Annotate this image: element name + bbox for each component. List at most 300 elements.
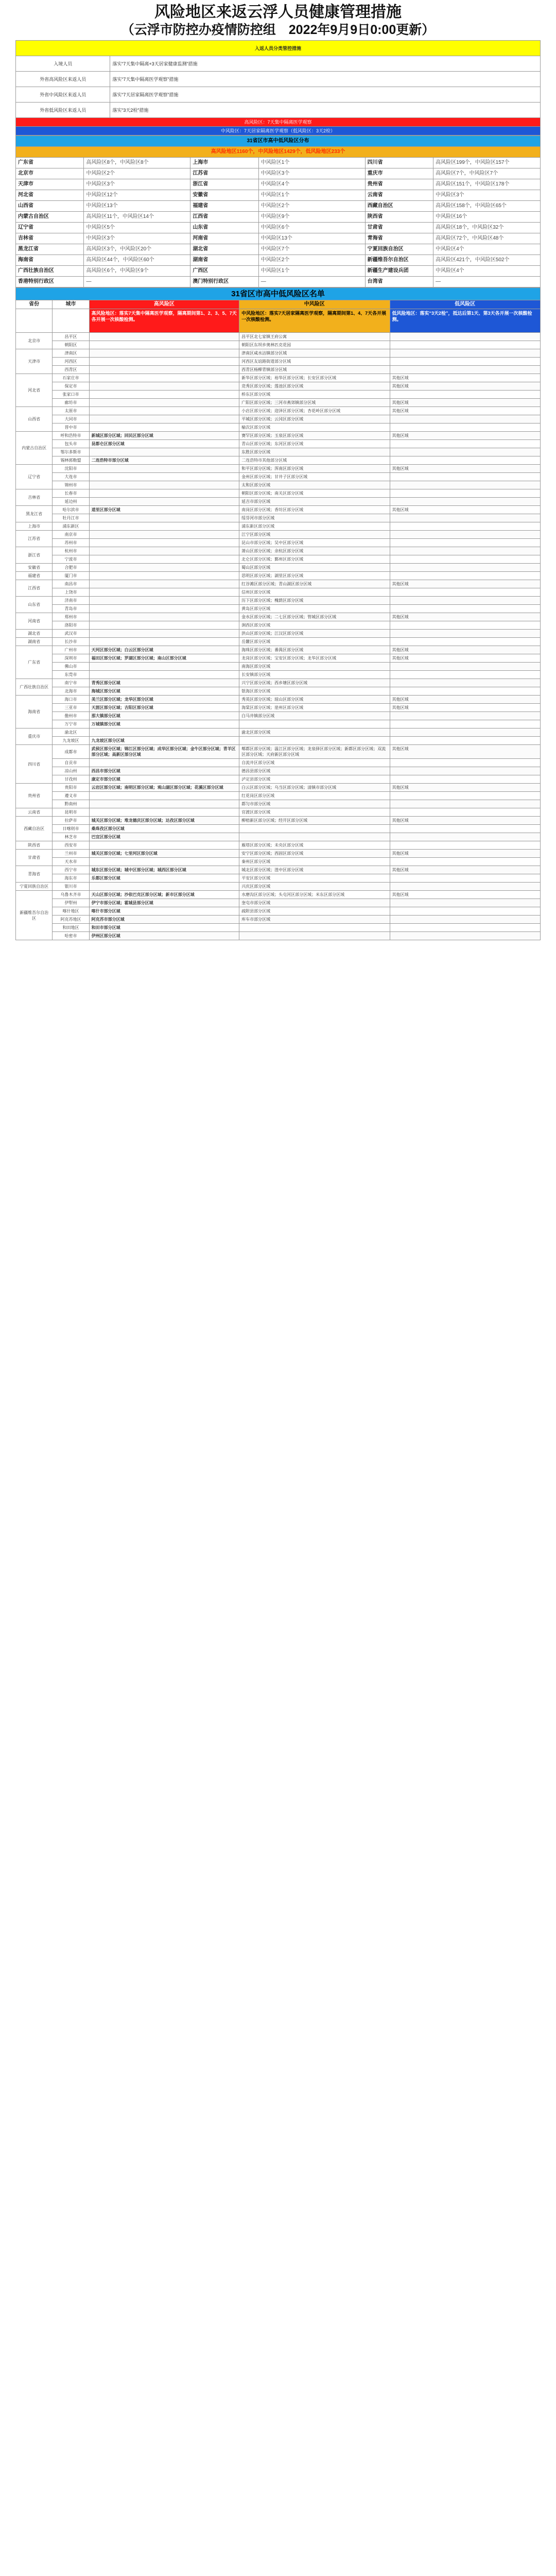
list-mid-areas: 二连浩特市其他部分区域 (239, 456, 390, 465)
list-high-areas (89, 358, 239, 366)
list-mid-areas: 萧山区部分区域；余杭区部分区域 (239, 547, 390, 555)
page-subtitle: （云浮市防控办疫情防控组 2022年9月9日0:00更新） (121, 23, 435, 37)
distribution-count: 中风险区3个 (433, 190, 541, 201)
list-mid-areas: 南岗区部分区域；香坊区部分区域 (239, 506, 390, 514)
distribution-province: 四川省 (365, 158, 433, 168)
distribution-province: 辽宁省 (16, 223, 84, 233)
list-low-areas: 其他区域 (390, 704, 540, 712)
page-title: 风险地区来返云浮人员健康管理措施 (154, 4, 402, 21)
distribution-province: 上海市 (190, 158, 258, 168)
list-high-areas (89, 539, 239, 547)
list-low-areas (390, 737, 540, 745)
list-city: 锦州市 (53, 481, 89, 489)
list-province: 河北省 (16, 374, 53, 407)
distribution-count: 中风险区7个 (258, 244, 365, 255)
list-mid-areas: 都匀市部分区域 (239, 800, 390, 808)
list-mid-areas: 红花岗区部分区域 (239, 792, 390, 800)
list-mid-areas: 竞秀区部分区域；莲池区部分区域 (239, 382, 390, 391)
list-city: 海口市 (53, 696, 89, 704)
list-low-areas (390, 522, 540, 531)
list-city: 哈尔滨市 (53, 506, 89, 514)
list-high-areas: 九龙坡区部分区域 (89, 737, 239, 745)
list-mid-areas: 朝阳区东坝乡奥林匹克花园 (239, 341, 390, 349)
distribution-province: 青海省 (365, 233, 433, 244)
list-low-areas (390, 874, 540, 883)
distribution-province: 香港特别行政区 (16, 277, 84, 287)
list-city: 太原市 (53, 407, 89, 415)
list-city: 北海市 (53, 687, 89, 696)
list-city: 沈阳市 (53, 465, 89, 473)
distribution-province: 湖南省 (190, 255, 258, 266)
distribution-count: 中风险区1个 (258, 158, 365, 168)
list-low-areas (390, 825, 540, 833)
list-city: 长春市 (53, 489, 89, 498)
list-row (16, 858, 541, 866)
list-high-areas: 喀什市部分区域 (89, 907, 239, 916)
list-city: 兰州市 (53, 850, 89, 858)
list-city: 哈密市 (53, 932, 89, 940)
list-low-areas: 其他区域 (390, 866, 540, 874)
list-low-areas: 其他区域 (390, 407, 540, 415)
list-row (16, 704, 541, 712)
list-mid-areas: 思明区部分区域；湖里区部分区域 (239, 572, 390, 580)
distribution-province: 宁夏回族自治区 (365, 244, 433, 255)
list-city: 成都市 (53, 745, 89, 759)
list-row (16, 687, 541, 696)
list-low-areas (390, 572, 540, 580)
list-city: 南宁市 (53, 679, 89, 687)
list-low-areas: 其他区域 (390, 506, 540, 514)
list-mid-areas: 昌平区北七家镇王府公寓 (239, 333, 390, 341)
list-row (16, 423, 541, 432)
list-mid-areas: 秦州区部分区域 (239, 858, 390, 866)
list-city: 保定市 (53, 382, 89, 391)
distribution-province: 浙江省 (190, 179, 258, 190)
list-high-areas (89, 374, 239, 382)
list-province: 辽宁省 (16, 465, 53, 489)
distribution-count: 高风险区199个，中风险区157个 (433, 158, 541, 168)
list-city: 洛阳市 (53, 621, 89, 630)
distribution-province: 江苏省 (190, 168, 258, 179)
list-low-areas (390, 858, 540, 866)
list-row (16, 448, 541, 456)
list-city: 长沙市 (53, 638, 89, 646)
distribution-province: 吉林省 (16, 233, 84, 244)
list-low-areas: 其他区域 (390, 745, 540, 759)
measure-mid: 中风险地区：落实7天居家隔离医学观察，隔离期间第1、4、7天各开展一次核酸检测。 (239, 309, 390, 333)
list-mid-areas: 泸定县部分区域 (239, 775, 390, 784)
list-high-areas (89, 514, 239, 522)
list-city: 甘孜州 (53, 775, 89, 784)
distribution-count: 中风险区2个 (258, 201, 365, 212)
list-low-areas: 其他区域 (390, 784, 540, 792)
list-mid-areas: 奎屯市部分区域 (239, 899, 390, 907)
risk-list-rows (16, 333, 541, 940)
list-city: 和田地区 (53, 924, 89, 932)
list-city: 南昌市 (53, 580, 89, 588)
list-high-areas (89, 671, 239, 679)
distribution-count: 中风险区4个 (258, 179, 365, 190)
list-mid-areas: 平城区部分区域；云冈区部分区域 (239, 415, 390, 423)
list-mid-areas: 官渡区部分区域 (239, 808, 390, 817)
list-row (16, 712, 541, 720)
list-row (16, 737, 541, 745)
list-mid-areas: 和平区部分区域；浑南区部分区域 (239, 465, 390, 473)
list-row (16, 358, 541, 366)
list-high-areas (89, 382, 239, 391)
list-row (16, 539, 541, 547)
list-province: 北京市 (16, 333, 53, 349)
policy-label: 外省低风险区来返人员 (16, 103, 110, 118)
list-row (16, 391, 541, 399)
list-mid-areas: 绥芬河市部分区域 (239, 514, 390, 522)
list-city: 阿克苏地区 (53, 916, 89, 924)
list-high-areas (89, 605, 239, 613)
policy-row (16, 103, 541, 118)
distribution-count: 中风险区3个 (258, 168, 365, 179)
list-city: 大同市 (53, 415, 89, 423)
list-row (16, 646, 541, 654)
list-mid-areas: 黄岛区部分区域 (239, 605, 390, 613)
list-mid-areas: 秀英区部分区域；琼山区部分区域 (239, 696, 390, 704)
list-province: 青海省 (16, 866, 53, 883)
list-row (16, 630, 541, 638)
distribution-province: 云南省 (365, 190, 433, 201)
list-mid-areas: 红谷滩区部分区域；青山湖区部分区域 (239, 580, 390, 588)
list-province: 甘肃省 (16, 850, 53, 866)
distribution-row (16, 266, 541, 277)
list-high-areas (89, 547, 239, 555)
list-mid-areas: 榆次区部分区域 (239, 423, 390, 432)
list-mid-areas: 岳麓区部分区域 (239, 638, 390, 646)
list-high-areas (89, 800, 239, 808)
list-high-areas (89, 638, 239, 646)
list-province: 浙江省 (16, 547, 53, 564)
list-high-areas (89, 531, 239, 539)
list-mid-areas (239, 825, 390, 833)
list-high-areas: 万城镇部分区域 (89, 720, 239, 728)
list-row (16, 745, 541, 759)
list-high-areas (89, 728, 239, 737)
distribution-province: 山东省 (190, 223, 258, 233)
list-row (16, 621, 541, 630)
list-low-areas (390, 638, 540, 646)
list-city: 西青区 (53, 366, 89, 374)
list-province: 新疆维吾尔自治区 (16, 891, 53, 940)
list-city: 凉山州 (53, 767, 89, 775)
list-city: 自贡市 (53, 759, 89, 767)
list-row (16, 907, 541, 916)
distribution-count: 中风险区12个 (84, 190, 190, 201)
list-mid-areas (239, 833, 390, 841)
list-row (16, 481, 541, 489)
list-row (16, 465, 541, 473)
list-low-areas (390, 555, 540, 564)
list-row (16, 605, 541, 613)
distribution-province: 甘肃省 (365, 223, 433, 233)
policy-label: 入境人员 (16, 56, 110, 72)
list-row (16, 899, 541, 907)
risk-list-banner: 31省区市高中低风险区名单 (16, 288, 541, 300)
list-high-areas: 昆都仑区部分区域 (89, 440, 239, 448)
list-high-areas (89, 792, 239, 800)
list-city: 晋中市 (53, 423, 89, 432)
list-row (16, 432, 541, 440)
list-province: 重庆市 (16, 728, 53, 745)
distribution-province: 台湾省 (365, 277, 433, 287)
list-high-areas (89, 341, 239, 349)
list-mid-areas: 平安区部分区域 (239, 874, 390, 883)
list-row (16, 720, 541, 728)
list-low-areas (390, 514, 540, 522)
distribution-count: 高风险区11个，中风险区14个 (84, 212, 190, 223)
list-mid-areas: 金州区部分区域；甘井子区部分区域 (239, 473, 390, 481)
distribution-count: 高风险区72个，中风险区48个 (433, 233, 541, 244)
list-high-areas: 云岩区部分区域；南明区部分区域；观山湖区部分区域；花溪区部分区域 (89, 784, 239, 792)
distribution-province: 新疆生产建设兵团 (365, 266, 433, 277)
list-city: 鄂尔多斯市 (53, 448, 89, 456)
measure-low: 低风险地区：落实“3天2检”，抵达后第1天、第3天各开展一次核酸检测。 (390, 309, 540, 333)
list-province: 上海市 (16, 522, 53, 531)
distribution-row (16, 255, 541, 266)
list-mid-areas: 渝北区部分区域 (239, 728, 390, 737)
list-city: 深圳市 (53, 654, 89, 663)
list-city: 广州市 (53, 646, 89, 654)
list-city: 河西区 (53, 358, 89, 366)
list-high-areas (89, 498, 239, 506)
list-province: 河南省 (16, 613, 53, 630)
header-city: 城市 (53, 300, 89, 309)
list-row (16, 522, 541, 531)
list-province: 宁夏回族自治区 (16, 883, 53, 891)
list-city: 厦门市 (53, 572, 89, 580)
distribution-count: 中风险区6个 (258, 223, 365, 233)
list-high-areas (89, 555, 239, 564)
list-mid-areas: 雁塔区部分区域；未央区部分区域 (239, 841, 390, 850)
list-row (16, 874, 541, 883)
distribution-province: 黑龙江省 (16, 244, 84, 255)
policy-rows (16, 56, 541, 118)
policy-row (16, 87, 541, 103)
list-row (16, 817, 541, 825)
distribution-province: 河南省 (190, 233, 258, 244)
list-city: 海东市 (53, 874, 89, 883)
list-high-areas (89, 808, 239, 817)
list-city: 贵阳市 (53, 784, 89, 792)
list-low-areas (390, 564, 540, 572)
list-city: 九龙坡区 (53, 737, 89, 745)
list-city: 黔南州 (53, 800, 89, 808)
distribution-count: 中风险区3个 (84, 233, 190, 244)
list-high-areas (89, 473, 239, 481)
distribution-province: 新疆维吾尔自治区 (365, 255, 433, 266)
list-low-areas (390, 621, 540, 630)
list-mid-areas: 历下区部分区域；槐荫区部分区域 (239, 597, 390, 605)
list-mid-areas: 太和区部分区域 (239, 481, 390, 489)
list-city: 万宁市 (53, 720, 89, 728)
list-mid-areas: 水磨沟区部分区域；头屯河区部分区域；米东区部分区域 (239, 891, 390, 899)
list-row (16, 382, 541, 391)
risk-list-table (15, 287, 541, 940)
list-low-areas (390, 605, 540, 613)
list-high-areas (89, 481, 239, 489)
list-city: 银川市 (53, 883, 89, 891)
list-row (16, 833, 541, 841)
list-low-areas (390, 349, 540, 358)
list-row (16, 671, 541, 679)
list-province: 山东省 (16, 597, 53, 613)
list-province: 黑龙江省 (16, 506, 53, 522)
list-high-areas (89, 630, 239, 638)
policy-table (15, 40, 541, 135)
list-province: 广西壮族自治区 (16, 679, 53, 696)
list-province: 贵州省 (16, 784, 53, 808)
distribution-province: 广西区 (190, 266, 258, 277)
list-high-areas (89, 580, 239, 588)
list-mid-areas: 白云区部分区域；乌当区部分区域；清镇市部分区域 (239, 784, 390, 792)
list-mid-areas: 青山区部分区域；东河区部分区域 (239, 440, 390, 448)
list-mid-areas: 海珠区部分区域；番禺区部分区域 (239, 646, 390, 654)
list-low-areas (390, 833, 540, 841)
distribution-row (16, 168, 541, 179)
list-mid-areas: 昆山市部分区域；吴中区部分区域 (239, 539, 390, 547)
list-low-areas (390, 841, 540, 850)
list-province: 云南省 (16, 808, 53, 817)
list-mid-areas: 赛罕区部分区域；玉泉区部分区域 (239, 432, 390, 440)
list-city: 呼和浩特市 (53, 432, 89, 440)
distribution-count: 中风险区5个 (84, 223, 190, 233)
list-high-areas (89, 663, 239, 671)
policy-text: 落实“7天集中隔离+3天居家健康监测”措施 (110, 56, 541, 72)
distribution-count: — (84, 277, 190, 287)
distribution-province: 重庆市 (365, 168, 433, 179)
distribution-count: 中风险区2个 (258, 255, 365, 266)
distribution-count: 高风险区151个，中风险区178个 (433, 179, 541, 190)
list-low-areas (390, 899, 540, 907)
list-high-areas: 乐都区部分区域 (89, 874, 239, 883)
list-low-areas: 其他区域 (390, 696, 540, 704)
policy-label: 外省中风险区来返人员 (16, 87, 110, 103)
list-city: 天水市 (53, 858, 89, 866)
list-low-areas (390, 687, 540, 696)
list-high-areas: 天河区部分区域；白云区部分区域 (89, 646, 239, 654)
distribution-count: 中风险区2个 (84, 168, 190, 179)
distribution-province: 天津市 (16, 179, 84, 190)
list-row (16, 407, 541, 415)
list-province: 广东省 (16, 646, 53, 679)
list-row (16, 850, 541, 858)
measure-blank (16, 309, 53, 333)
list-mid-areas: 自流井区部分区域 (239, 759, 390, 767)
list-city: 佛山市 (53, 663, 89, 671)
list-row (16, 374, 541, 382)
list-high-areas: 天涯区部分区域；吉阳区部分区域 (89, 704, 239, 712)
list-low-areas: 其他区域 (390, 613, 540, 621)
policy-footer-blue: 中风险区：7天居家隔离医学观察（低风险区：3天2检） (16, 127, 541, 135)
list-high-areas (89, 465, 239, 473)
distribution-province: 海南省 (16, 255, 84, 266)
list-high-areas (89, 572, 239, 580)
list-row (16, 514, 541, 522)
list-high-areas: 桑珠孜区部分区域 (89, 825, 239, 833)
list-low-areas: 其他区域 (390, 817, 540, 825)
distribution-count: 中风险区9个 (258, 212, 365, 223)
list-city: 张家口市 (53, 391, 89, 399)
list-low-areas (390, 498, 540, 506)
list-mid-areas: 浦东新区部分区域 (239, 522, 390, 531)
list-row (16, 728, 541, 737)
list-mid-areas: 津南区咸水沽镇部分区域 (239, 349, 390, 358)
policy-row (16, 72, 541, 87)
list-mid-areas: 洪山区部分区域；江汉区部分区域 (239, 630, 390, 638)
distribution-province: 内蒙古自治区 (16, 212, 84, 223)
list-low-areas (390, 728, 540, 737)
list-low-areas (390, 489, 540, 498)
list-city: 杭州市 (53, 547, 89, 555)
list-low-areas (390, 792, 540, 800)
list-row (16, 775, 541, 784)
list-row (16, 613, 541, 621)
list-row (16, 555, 541, 564)
list-low-areas (390, 808, 540, 817)
list-low-areas (390, 366, 540, 374)
list-city: 拉萨市 (53, 817, 89, 825)
list-row (16, 399, 541, 407)
list-low-areas (390, 924, 540, 932)
list-city: 昆明市 (53, 808, 89, 817)
list-high-areas: 二连浩特市部分区域 (89, 456, 239, 465)
distribution-count: 高风险区158个，中风险区65个 (433, 201, 541, 212)
list-high-areas (89, 588, 239, 597)
distribution-count: 中风险区16个 (433, 212, 541, 223)
list-low-areas (390, 473, 540, 481)
list-province: 湖南省 (16, 638, 53, 646)
list-mid-areas (239, 924, 390, 932)
distribution-summary: 高风险地区1160个，中风险地区1429个，低风险地区233个 (16, 147, 541, 158)
distribution-province: 北京市 (16, 168, 84, 179)
list-high-areas (89, 597, 239, 605)
list-row (16, 341, 541, 349)
distribution-province: 西藏自治区 (365, 201, 433, 212)
list-city: 苏州市 (53, 539, 89, 547)
list-mid-areas: 兴庆区部分区域 (239, 883, 390, 891)
list-high-areas: 城东区部分区域；城中区部分区域；城西区部分区域 (89, 866, 239, 874)
distribution-count: 中风险区1个 (258, 266, 365, 277)
list-high-areas: 福田区部分区域；罗湖区部分区域；南山区部分区域 (89, 654, 239, 663)
list-high-areas (89, 564, 239, 572)
list-low-areas (390, 423, 540, 432)
list-low-areas (390, 720, 540, 728)
list-mid-areas: 河西区友谊路街道部分区域 (239, 358, 390, 366)
list-city: 包头市 (53, 440, 89, 448)
list-low-areas: 其他区域 (390, 399, 540, 407)
list-row (16, 489, 541, 498)
list-city: 喀什地区 (53, 907, 89, 916)
list-high-areas: 武侯区部分区域；锦江区部分区域；成华区部分区域；金牛区部分区域；青羊区部分区域；高新区部分区域 (89, 745, 239, 759)
list-low-areas: 其他区域 (390, 850, 540, 858)
list-row (16, 333, 541, 341)
list-mid-areas: 延吉市部分区域 (239, 498, 390, 506)
list-low-areas (390, 679, 540, 687)
list-low-areas: 其他区域 (390, 432, 540, 440)
list-row (16, 891, 541, 899)
policy-footer-red: 高风险区：7天集中隔离医学观察 (16, 118, 541, 127)
list-mid-areas: 兴宁区部分区域；西乡塘区部分区域 (239, 679, 390, 687)
list-row (16, 808, 541, 817)
list-province: 福建省 (16, 572, 53, 580)
header-province: 省份 (16, 300, 53, 309)
list-row (16, 767, 541, 775)
